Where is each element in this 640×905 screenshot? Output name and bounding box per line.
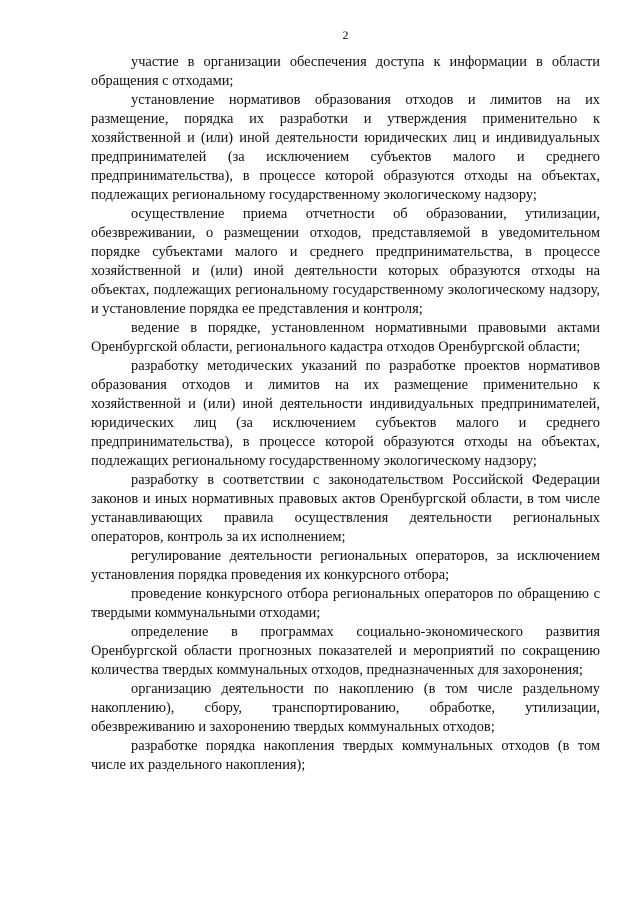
paragraph-10: организацию деятельности по накоплению (в том числе раздельному накоплению), сбору, транспортированию, обработке, утилизации, обезвреживанию и захоронению твердых коммунальных отходов;: [91, 681, 600, 735]
paragraph-7: регулирование деятельности региональных операторов, за исключением установления порядка проведения их конкурсного отбора;: [91, 548, 600, 583]
paragraph-4: ведение в порядке, установленном нормативными правовыми актами Оренбургской области, регионального кадастра отходов Оренбургской области;: [91, 320, 600, 355]
page-number: 2: [342, 28, 349, 42]
paragraph-8: проведение конкурсного отбора региональных операторов по обращению с твердыми коммунальными отходами;: [91, 586, 600, 621]
paragraph-3: осуществление приема отчетности об образовании, утилизации, обезвреживании, о размещении отходов, представляемой в уведомительном порядке субъектами малого и среднего предпринимательства, в процессе хозяйственной и (или) иной деятельности которых образуются отходы на объектах, подлежащих региональному государственному экологическому надзору, и установление порядка ее представления и контроля;: [91, 206, 600, 317]
paragraph-2: установление нормативов образования отходов и лимитов на их размещение, порядка их разработки и утверждения применительно к хозяйственной и (или) иной деятельности юридических лиц и индивидуальных предпринимателей (за исключением субъектов малого и среднего предпринимательства), в процессе которой образуются отходы на объектах, подлежащих региональному государственному экологическому надзору;: [91, 92, 600, 203]
paragraph-6: разработку в соответствии с законодательством Российской Федерации законов и иных нормативных правовых актов Оренбургской области, в том числе устанавливающих правила осуществления деятельности региональных операторов, контроль за их исполнением;: [91, 472, 600, 545]
paragraph-5: разработку методических указаний по разработке проектов нормативов образования отходов и лимитов на их размещение применительно к хозяйственной и (или) иной деятельности индивидуальных предпринимателей, юридических лиц (за исключением субъектов малого и среднего предпринимательства), в процессе которой образуются отходы на объектах, подлежащих региональному государственному экологическому надзору;: [91, 358, 600, 469]
paragraph-1: участие в организации обеспечения доступа к информации в области обращения с отходами;: [91, 54, 600, 89]
paragraph-11: разработке порядка накопления твердых коммунальных отходов (в том числе их раздельного накопления);: [91, 738, 600, 773]
paragraph-9: определение в программах социально-экономического развития Оренбургской области прогнозных показателей и мероприятий по сокращению количества твердых коммунальных отходов, предназначенных для захоронения;: [91, 624, 600, 678]
